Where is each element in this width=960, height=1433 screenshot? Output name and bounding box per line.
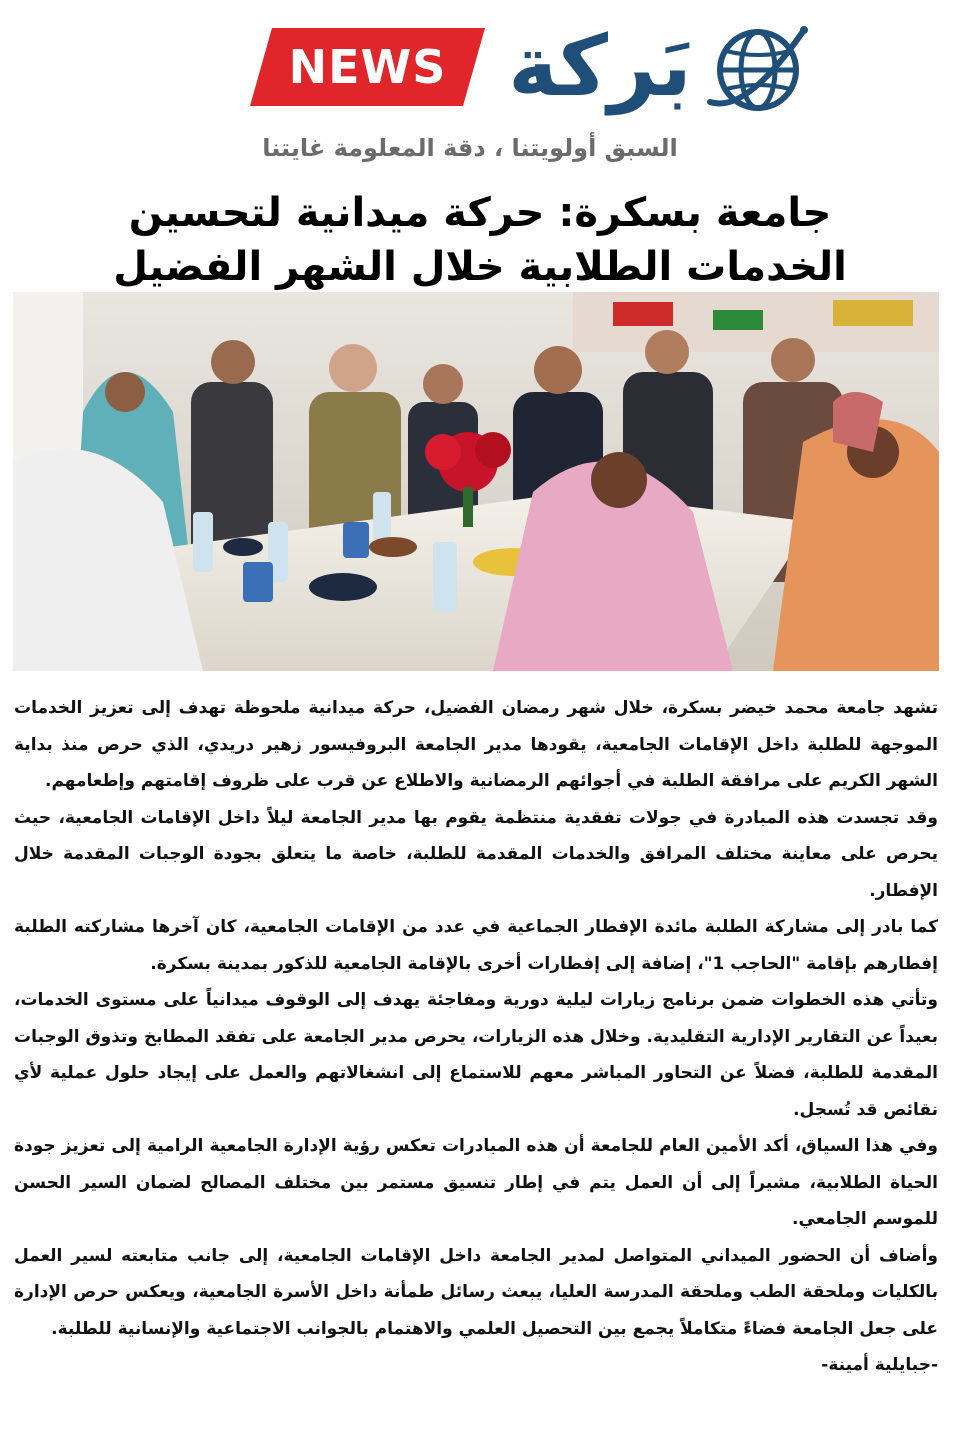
event-photo [13,292,939,671]
article-headline [60,186,900,294]
headline-line-2: الخدمات الطلابية خلال الشهر الفضيل [113,244,847,290]
brand-name[interactable]: بَركة [508,17,692,115]
site-header [0,0,960,180]
article-body [14,690,938,1384]
globe-icon[interactable] [706,18,810,122]
article-paragraph-2: وقد تجسدت هذه المبادرة في جولات تفقدية منتظمة يقوم بها مدير الجامعة ليلاً داخل الإقامات الجامعية، حيث يحرص على معاينة مختلف المرافق والخدمات المقدمة للطلبة، خاصة ما يتعلق بجودة الوجبات المقدمة خلال الإفطار. [14,807,938,901]
article-paragraph-3: كما بادر إلى مشاركة الطلبة مائدة الإفطار الجماعية في عدد من الإقامات الجامعية، كان آخرها مشاركته الطلبة إفطارهم بإقامة "الحاجب 1"، إضافة إلى إفطارات أخرى بالإقامة الجامعية للذكور بمدينة بسكرة. [14,917,938,974]
headline-line-1: جامعة بسكرة: حركة ميدانية لتحسين [128,190,832,236]
article-paragraph-1: تشهد جامعة محمد خيضر بسكرة، خلال شهر رمضان الفضيل، حركة ميدانية ملحوظة تهدف إلى تعزيز الخدمات الموجهة للطلبة داخل الإقامات الجامعية، يقودها مدير الجامعة البروفيسور زهير دريدي، الذي حرص منذ بداية الشهر الكريم على مرافقة الطلبة في أجوائهم الرمضانية والاطلاع عن قرب على ظروف إقامتهم وإطعامهم. [14,698,938,791]
news-badge[interactable] [250,28,485,106]
author-signature: -جبايلية أمينة- [821,1355,938,1375]
news-label: NEWS [288,40,447,94]
article-paragraph-5: وفي هذا السياق، أكد الأمين العام للجامعة أن هذه المبادرات تعكس رؤية الإدارة الجامعية الرامية إلى تعزيز جودة الحياة الطلابية، مشيراً إلى أن العمل يتم في إطار تنسيق مستمر بين مختلف المصالح لضمان السير الحسن للموسم الجامعي. [14,1136,938,1229]
article-paragraph-4: وتأتي هذه الخطوات ضمن برنامج زيارات ليلية دورية ومفاجئة يهدف إلى الوقوف ميدانياً على مستوى الخدمات، بعيداً عن التقارير الإدارية التقليدية. وخلال هذه الزيارات، يحرص مدير الجامعة على تفقد المطابخ وتذوق الوجبات المقدمة للطلبة، فضلاً عن التحاور المباشر معهم للاستماع إلى انشغالاتهم والعمل على إيجاد حلول عملية لأي نقائص قد تُسجل. [14,990,938,1120]
article-paragraph-6: وأضاف أن الحضور الميداني المتواصل لمدير الجامعة داخل الإقامات الجامعية، إلى جانب متابعته لسير العمل بالكليات وملحقة الطب وملحقة المدرسة العليا، يبعث رسائل طمأنة داخل الأسرة الجامعية، ويعكس حرص الإدارة على جعل الجامعة فضاءً متكاملاً يجمع بين التحصيل العلمي والاهتمام بالجوانب الاجتماعية والإنسانية للطلبة. [14,1245,938,1339]
site-tagline: السبق أولويتنا ، دقة المعلومة غايتنا [262,134,678,162]
article-photo [13,292,939,671]
